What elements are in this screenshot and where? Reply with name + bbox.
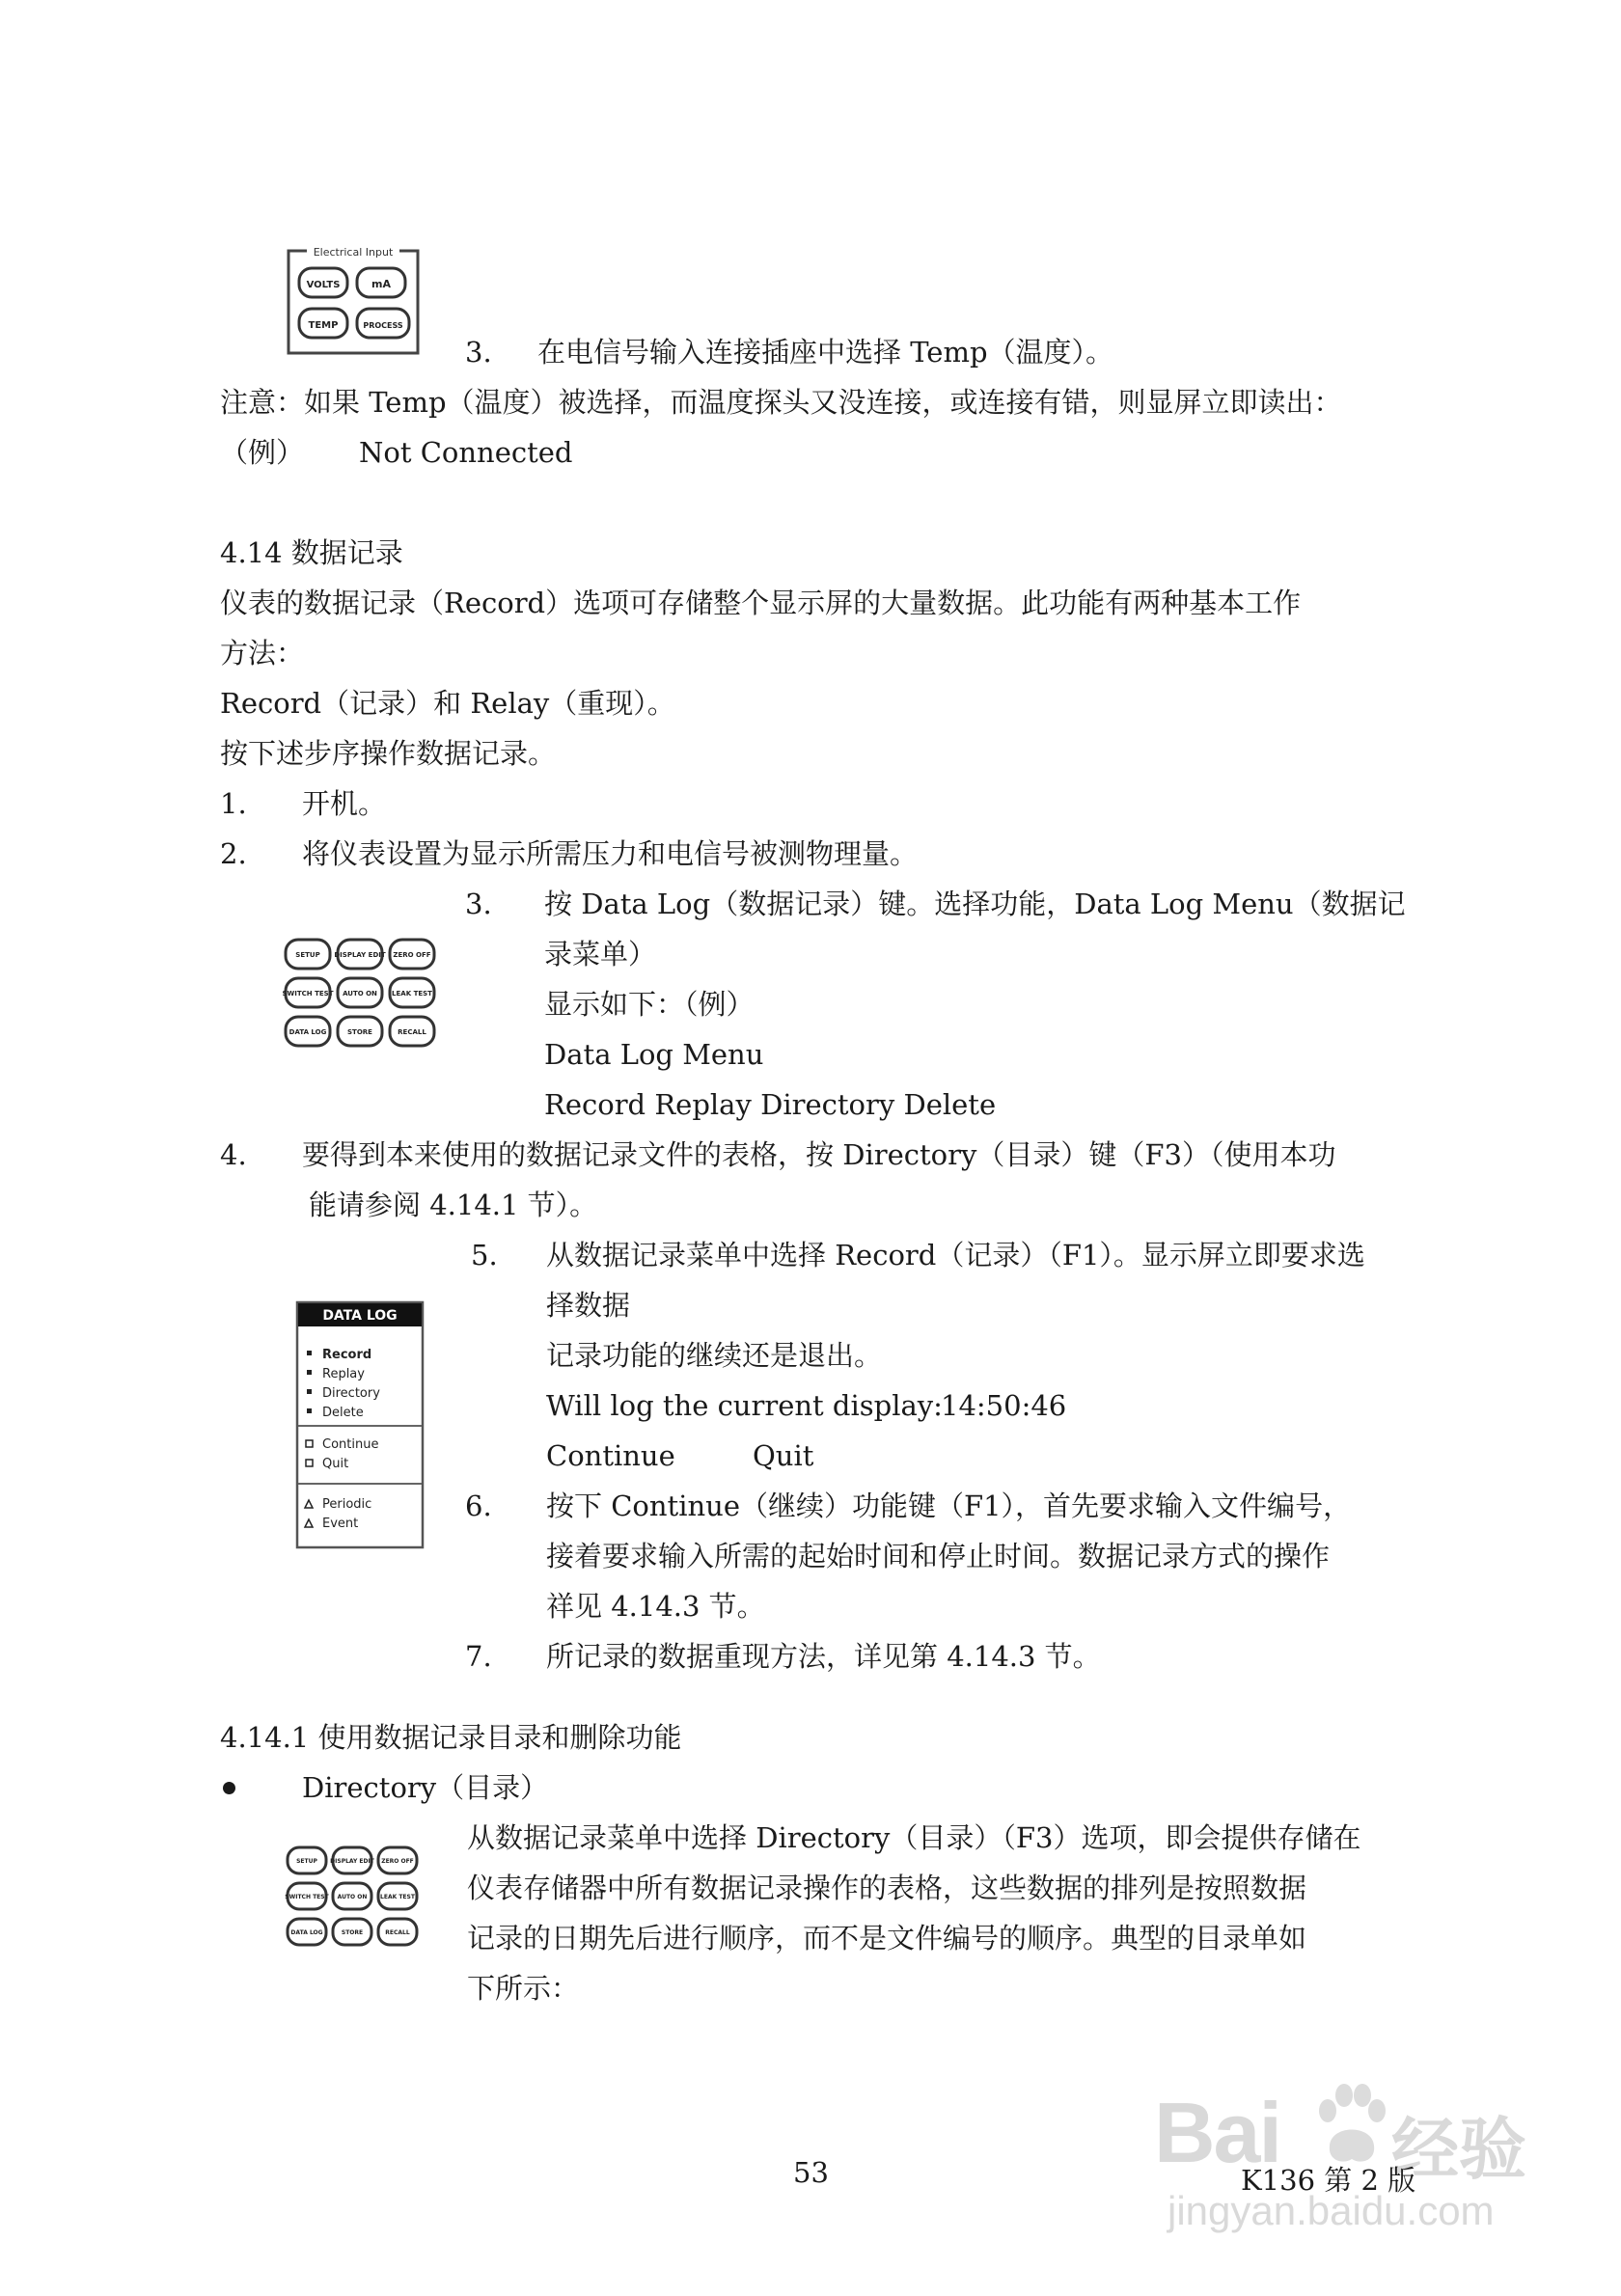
- keypad2-display-edit-label: DISPLAY EDIT: [330, 1858, 374, 1865]
- keypad2-store-label: STORE: [341, 1929, 364, 1936]
- keypad-figure-2: [284, 1843, 423, 1951]
- step1-text: 开机。: [302, 787, 387, 820]
- step2-text: 将仪表设置为显示所需压力和电信号被测物理量。: [302, 837, 919, 870]
- document-version: K136 第 2 版: [1241, 2164, 1416, 2197]
- keypad1-data-log-label: DATA LOG: [288, 1028, 327, 1036]
- page-number: 53: [793, 2156, 829, 2189]
- directory-para-line-1: 从数据记录菜单中选择 Directory（目录）（F3）选项，即会提供存储在: [467, 1821, 1361, 1854]
- intro-line-4: 按下述步序操作数据记录。: [220, 737, 557, 770]
- watermark-brand: Bai: [1154, 2085, 1280, 2180]
- step7-text: 所记录的数据重现方法，详见第 4.14.3 节。: [546, 1640, 1101, 1673]
- watermark-url: jingyan.baidu.com: [1168, 2188, 1495, 2233]
- data-log-continue: Continue: [322, 1437, 379, 1452]
- step5-number: 5.: [471, 1239, 498, 1271]
- keypad2-zero-off-label: ZERO OFF: [381, 1858, 414, 1865]
- paw-icon: [1312, 2082, 1389, 2171]
- data-log-panel-figure: [295, 1300, 426, 1551]
- step6-number: 6.: [465, 1490, 492, 1522]
- data-log-menu-directory: Directory: [322, 1386, 380, 1401]
- step5-continue: Continue: [546, 1439, 675, 1472]
- bullet-dot: [223, 1782, 235, 1794]
- keypad2-leak-test-label: LEAK TEST: [380, 1894, 415, 1900]
- intro-line-1: 仪表的数据记录（Record）选项可存储整个显示屏的大量数据。此功能有两种基本工作: [220, 587, 1302, 619]
- note-line-1: 注意：如果 Temp（温度）被选择，而温度探头又没连接，或连接有错，则显屏立即读出：: [220, 386, 1342, 419]
- data-log-periodic: Periodic: [322, 1497, 372, 1512]
- step3-line-2: 录菜单）: [544, 938, 657, 970]
- intro-line-2: 方法：: [220, 637, 305, 670]
- section-heading-4-14: 4.14 数据记录: [220, 536, 403, 569]
- keypad-figure-1: [282, 934, 440, 1053]
- process-key-label: PROCESS: [363, 321, 403, 330]
- step4-line-2: 能请参阅 4.14.1 节）。: [309, 1189, 598, 1221]
- temp-key-label: TEMP: [308, 320, 339, 331]
- note-example-label: （例）: [220, 436, 305, 469]
- step3-number: 3.: [465, 888, 492, 920]
- electrical-input-title: Electrical Input: [313, 246, 394, 259]
- step6-line-1: 按下 Continue（继续）功能键（F1），首先要求输入文件编号，: [546, 1490, 1352, 1522]
- step3-line-5: Record Replay Directory Delete: [544, 1088, 997, 1121]
- directory-para-line-3: 记录的日期先后进行顺序，而不是文件编号的顺序。典型的目录单如: [467, 1922, 1307, 1954]
- step7-number: 7.: [465, 1640, 492, 1673]
- step2-number: 2.: [220, 837, 247, 870]
- bullet-directory-label: Directory（目录）: [302, 1771, 549, 1804]
- step4-line-1: 要得到本来使用的数据记录文件的表格，按 Directory（目录）键（F3）（使用本功: [302, 1138, 1336, 1171]
- subsection-heading-4-14-1: 4.14.1 使用数据记录目录和删除功能: [220, 1721, 682, 1754]
- step4-number: 4.: [220, 1138, 247, 1171]
- step6-line-2: 接着要求输入所需的起始时间和停止时间。数据记录方式的操作: [546, 1540, 1331, 1572]
- data-log-panel-title: DATA LOG: [322, 1308, 398, 1324]
- data-log-menu-record: Record: [322, 1348, 372, 1362]
- step3-line-1: 按 Data Log（数据记录）键。选择功能，Data Log Menu（数据记: [544, 888, 1406, 920]
- data-log-event: Event: [322, 1517, 359, 1531]
- keypad2-data-log-label: DATA LOG: [290, 1929, 323, 1936]
- step3-line-4: Data Log Menu: [544, 1038, 764, 1071]
- keypad2-switch-test-label: SWITCH TEST: [285, 1894, 329, 1900]
- keypad1-display-edit-label: DISPLAY EDIT: [334, 951, 386, 959]
- step3-temp-text: 在电信号输入连接插座中选择 Temp（温度）。: [537, 336, 1114, 369]
- keypad1-leak-test-label: LEAK TEST: [392, 990, 432, 998]
- keypad1-recall-label: RECALL: [398, 1028, 426, 1036]
- keypad2-setup-label: SETUP: [296, 1858, 317, 1865]
- volts-key-label: VOLTS: [306, 280, 341, 290]
- step3-temp-number: 3.: [465, 336, 492, 369]
- data-log-quit: Quit: [322, 1457, 349, 1471]
- note-example-value: Not Connected: [359, 436, 573, 469]
- keypad1-store-label: STORE: [347, 1028, 372, 1036]
- step5-line-2: 择数据: [546, 1289, 631, 1322]
- data-log-menu-replay: Replay: [322, 1367, 365, 1381]
- intro-line-3: Record（记录）和 Relay（重现）。: [220, 687, 675, 720]
- keypad2-auto-on-label: AUTO ON: [337, 1894, 368, 1900]
- keypad1-switch-test-label: SWITCH TEST: [282, 990, 334, 998]
- step6-line-3: 祥见 4.14.3 节。: [546, 1590, 765, 1623]
- keypad1-auto-on-label: AUTO ON: [343, 990, 377, 998]
- step5-line-4-label: Will log the current display:: [546, 1389, 943, 1422]
- watermark-brand-tail: 经验: [1391, 2112, 1526, 2187]
- step3-line-3: 显示如下：（例）: [544, 988, 755, 1021]
- keypad1-setup-label: SETUP: [295, 951, 320, 959]
- step1-number: 1.: [220, 787, 247, 820]
- step5-quit: Quit: [753, 1439, 814, 1472]
- directory-para-line-4: 下所示：: [467, 1972, 580, 2005]
- ma-key-label: mA: [371, 278, 391, 290]
- keypad1-zero-off-label: ZERO OFF: [393, 951, 431, 959]
- step5-line-1: 从数据记录菜单中选择 Record（记录）（F1）。显示屏立即要求选: [546, 1239, 1365, 1271]
- step5-line-4-time: 14:50:46: [941, 1389, 1067, 1422]
- keypad2-recall-label: RECALL: [385, 1929, 410, 1936]
- data-log-menu-delete: Delete: [322, 1406, 364, 1420]
- electrical-input-figure: [286, 237, 423, 359]
- directory-para-line-2: 仪表存储器中所有数据记录操作的表格，这些数据的排列是按照数据: [467, 1872, 1307, 1904]
- step5-line-3: 记录功能的继续还是退出。: [546, 1339, 883, 1372]
